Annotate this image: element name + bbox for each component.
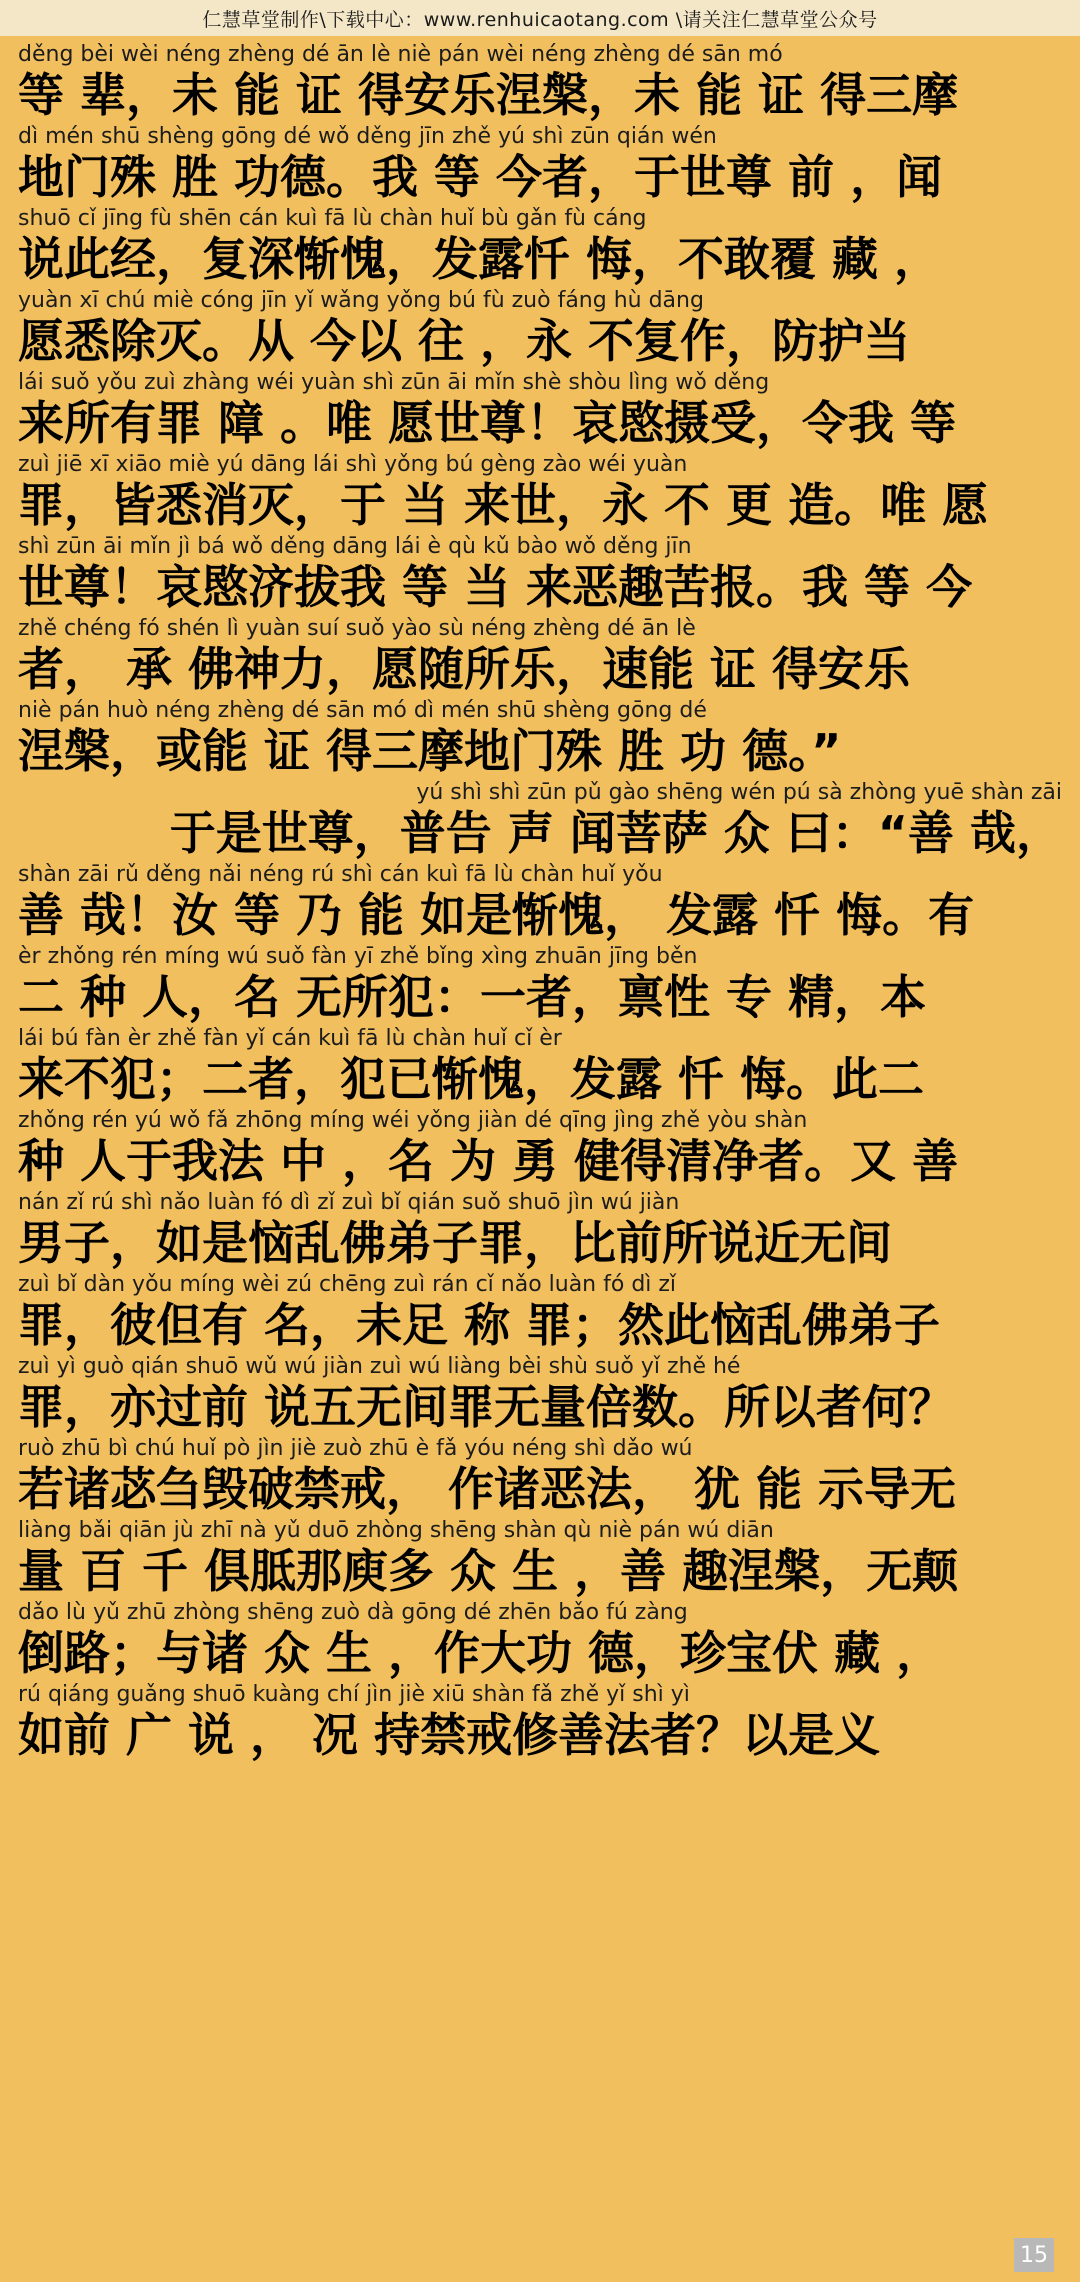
- text-line: [18, 862, 1062, 942]
- text-line: [18, 1518, 1062, 1598]
- hanzi-row: 善 哉！汝 等 乃 能 如是惭愧， 发露 忏 悔。有: [18, 888, 975, 942]
- header-text: 仁慧草堂制作\下载中心：www.renhuicaotang.com \请关注仁慧草堂公众号: [202, 8, 878, 31]
- hanzi-row: 二 种 人，名 无所犯：一者，禀性 专 精，本: [18, 970, 927, 1024]
- pinyin-row: shàn zāi rǔ děng nǎi néng rú shì cán kuì fā lù chàn huǐ yǒu: [18, 862, 663, 887]
- hanzi-row: 来所有罪 障 。唯 愿世尊！哀愍摄受，令我 等: [18, 396, 957, 450]
- hanzi-row: 者， 承 佛神力，愿随所乐，速能 证 得安乐: [18, 642, 911, 696]
- pinyin-row: zhě chéng fó shén lì yuàn suí suǒ yào sù néng zhèng dé ān lè: [18, 616, 696, 641]
- site-header-banner: [0, 0, 1080, 36]
- pinyin-row: liàng bǎi qiān jù zhī nà yǔ duō zhòng shēng shàn qù niè pán wú diān: [18, 1518, 774, 1543]
- text-line: [18, 944, 1062, 1024]
- text-line: [18, 1354, 1062, 1434]
- pinyin-row: dǎo lù yǔ zhū zhòng shēng zuò dà gōng dé zhēn bǎo fú zàng: [18, 1600, 688, 1625]
- hanzi-row: 男子，如是恼乱佛弟子罪，比前所说近无间: [18, 1216, 892, 1270]
- hanzi-row: 愿悉除灭。从 今以 往 ，永 不复作，防护当: [18, 314, 911, 368]
- text-line: [18, 452, 1062, 532]
- pinyin-row: dì mén shū shèng gōng dé wǒ děng jīn zhě yú shì zūn qián wén: [18, 124, 717, 149]
- text-line: [18, 534, 1062, 614]
- page-number-badge: 15: [1014, 2238, 1054, 2272]
- pinyin-row: zuì bǐ dàn yǒu míng wèi zú chēng zuì rán cǐ nǎo luàn fó dì zǐ: [18, 1272, 677, 1297]
- pinyin-row: zuì jiē xī xiāo miè yú dāng lái shì yǒng bú gèng zào wéi yuàn: [18, 452, 688, 477]
- pinyin-row: děng bèi wèi néng zhèng dé ān lè niè pán wèi néng zhèng dé sān mó: [18, 42, 783, 67]
- text-line: [18, 206, 1062, 286]
- hanzi-row: 如前 广 说 ， 况 持禁戒修善法者？以是义: [18, 1708, 881, 1762]
- pinyin-row: yuàn xī chú miè cóng jīn yǐ wǎng yǒng bú fù zuò fáng hù dāng: [18, 288, 704, 313]
- hanzi-row: 种 人于我法 中 ，名 为 勇 健得清净者。又 善: [18, 1134, 959, 1188]
- pinyin-row: zhǒng rén yú wǒ fǎ zhōng míng wéi yǒng jiàn dé qīng jìng zhě yòu shàn: [18, 1108, 808, 1133]
- pinyin-row: shì zūn āi mǐn jì bá wǒ děng dāng lái è qù kǔ bào wǒ děng jīn: [18, 534, 692, 559]
- hanzi-row: 说此经，复深惭愧，发露忏 悔，不敢覆 藏 ，: [18, 232, 941, 286]
- text-line: [18, 1272, 1062, 1352]
- text-line: [18, 1682, 1062, 1762]
- pinyin-row: rú qiáng guǎng shuō kuàng chí jìn jiè xiū shàn fǎ zhě yǐ shì yì: [18, 1682, 690, 1707]
- text-line: [18, 1436, 1062, 1516]
- hanzi-row: 地门殊 胜 功德。我 等 今者，于世尊 前 ，闻: [18, 150, 943, 204]
- sutra-text-body: [0, 36, 1080, 1762]
- pinyin-row: lái suǒ yǒu zuì zhàng wéi yuàn shì zūn āi mǐn shè shòu lìng wǒ děng: [18, 370, 770, 395]
- hanzi-row: 涅槃，或能 证 得三摩地门殊 胜 功 德。”: [18, 724, 842, 778]
- text-line: [18, 698, 1062, 778]
- text-line: [18, 1108, 1062, 1188]
- hanzi-row: 来不犯；二者，犯已惭愧，发露 忏 悔。此二: [18, 1052, 925, 1106]
- pinyin-row: shuō cǐ jīng fù shēn cán kuì fā lù chàn huǐ bù gǎn fù cáng: [18, 206, 647, 231]
- hanzi-row: 若诸苾刍毁破禁戒， 作诸恶法， 犹 能 示导无: [18, 1462, 957, 1516]
- text-line: [18, 288, 1062, 368]
- hanzi-row: 于是世尊，普告 声 闻菩萨 众 曰：“善 哉，: [169, 806, 1062, 860]
- pinyin-row: lái bú fàn èr zhě fàn yǐ cán kuì fā lù chàn huǐ cǐ èr: [18, 1026, 562, 1051]
- pinyin-row: ruò zhū bì chú huǐ pò jìn jiè zuò zhū è fǎ yóu néng shì dǎo wú: [18, 1436, 693, 1461]
- hanzi-row: 罪，皆悉消灭，于 当 来世，永 不 更 造。唯 愿: [18, 478, 989, 532]
- hanzi-row: 世尊！哀愍济拔我 等 当 来恶趣苦报。我 等 今: [18, 560, 973, 614]
- text-line: [18, 124, 1062, 204]
- hanzi-row: 量 百 千 俱胝那庾多 众 生 ，善 趣涅槃，无颠: [18, 1544, 959, 1598]
- text-line: [18, 1026, 1062, 1106]
- text-line: [18, 370, 1062, 450]
- text-line: [18, 1190, 1062, 1270]
- text-line: [18, 1600, 1062, 1680]
- pinyin-row: nán zǐ rú shì nǎo luàn fó dì zǐ zuì bǐ qián suǒ shuō jìn wú jiàn: [18, 1190, 680, 1215]
- hanzi-row: 罪，彼但有 名，未足 称 罪；然此恼乱佛弟子: [18, 1298, 941, 1352]
- hanzi-row: 等 辈，未 能 证 得安乐涅槃，未 能 证 得三摩: [18, 68, 959, 122]
- pinyin-row: èr zhǒng rén míng wú suǒ fàn yī zhě bǐng xìng zhuān jīng běn: [18, 944, 698, 969]
- hanzi-row: 倒路；与诸 众 生 ，作大功 德，珍宝伏 藏 ，: [18, 1626, 943, 1680]
- pinyin-row: niè pán huò néng zhèng dé sān mó dì mén shū shèng gōng dé: [18, 698, 707, 723]
- pinyin-row: yú shì shì zūn pǔ gào shēng wén pú sà zhòng yuē shàn zāi: [416, 780, 1062, 805]
- text-line: [18, 42, 1062, 122]
- pinyin-row: zuì yì guò qián shuō wǔ wú jiàn zuì wú liàng bèi shù suǒ yǐ zhě hé: [18, 1354, 741, 1379]
- hanzi-row: 罪，亦过前 说五无间罪无量倍数。所以者何？: [18, 1380, 955, 1434]
- text-line: [18, 616, 1062, 696]
- text-line: [18, 780, 1062, 860]
